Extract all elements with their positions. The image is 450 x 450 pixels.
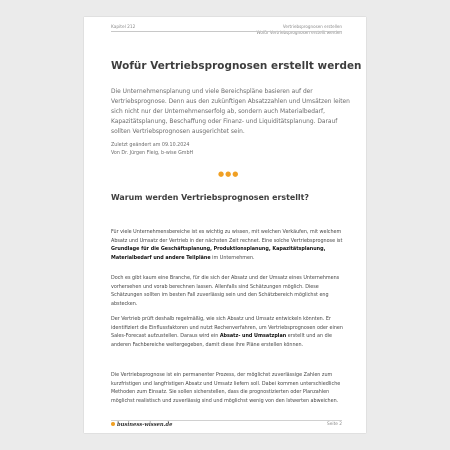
running-header-line1: Vertriebsprognosen erstellen [282,24,342,29]
paragraph-4: Die Vertriebsprognose ist ein permanenter Prozess, der möglichst zuverlässige Zahlen zum kurzfristigen und langfristigen Absatz und Umsatz liefern soll. Dabei kommen unterschiedliche Methoden zum Einsatz. Sie sollen sicherstellen, dass die prognostizierten oder Planzahlen möglichst realistisch und zuverlässig sind und möglichst wenig von den Istwerten abweichen. [111,372,341,404]
paragraph-1-text-b: im Unternehmen. [210,254,255,261]
brand-name: business-wissen.de [117,422,173,428]
intro-paragraph: Die Unternehmensplanung und viele Bereichspläne basieren auf der Vertriebsprognose. Denn aus den zukünftigen Absatzzahlen und Umsätzen leiten sich nicht nur der Unternehmenserfolg ab, sondern auch Materialbedarf, Kapazitätsplanung, Beschaffung oder Finanz- und Liquiditätsplanung. Darauf sollten Vertriebsprognosen ausgerichtet sein. [111,89,350,135]
running-header-line2: Wofür Vertriebsprognosen erstellt werden [256,30,342,36]
article-meta [111,142,193,159]
paragraph-2: Doch es gibt kaum eine Branche, für die sich der Absatz und der Umsatz eines Unternehmens vorhersehen und vorab berechnen lassen. Allenfalls sind Schätzungen möglich. Diese Schätzungen sollten im besten Fall zuverlässig sein und den Schätzbereich möglichst eng abstecken. [111,275,340,307]
header-divider [111,31,342,32]
paragraph-1-bold: Grundlage für die Geschäftsplanung, Produktionsplanung, Kapazitätsplanung, Materialbedarf und andere Teilpläne [111,246,326,261]
paragraph-1-text-a: Für viele Unternehmensbereiche ist es wichtig zu wissen, mit welchen Verkäufen, mit welchem Absatz und Umsatz der Vertrieb in der nächsten Zeit rechnet. Eine solche Vertriebsprognose ist [111,229,343,244]
page-number: Seite 2 [327,422,342,427]
updated-date: Zuletzt geändert am 09.10.2024 [111,143,190,148]
paragraph-3-text-b: erstellt und an die anderen Fachbereiche weitergegeben, damit diese ihre Pläne erstellen können. [111,333,332,348]
footer-divider [111,420,342,421]
section-separator: ●●● [218,170,240,178]
paragraph-3-text-a: Der Vertrieb prüft deshalb regelmäßig, wie sich Absatz und Umsatz entwickeln könnten. Er identifiziert die Einflussfaktoren und nutzt Rechenverfahren, um Vertriebsprognosen oder einen Sales-Forecast aufzustellen. Daraus wird ein [111,316,343,339]
brand-logo-icon [111,422,115,426]
section-heading: Warum werden Vertriebsprognosen erstellt? [111,193,309,202]
chapter-label: Kapitel 212 [111,25,136,30]
paragraph-1 [111,228,346,262]
document-page [84,17,366,433]
paragraph-3-bold: Absatz- und Umsatzplan [219,333,287,339]
page-title: Wofür Vertriebsprognosen erstellt werden [111,60,362,72]
footer-brand [111,422,172,428]
author-line: Von Dr. Jürgen Fleig, b-wise GmbH [111,151,194,157]
paragraph-3 [111,315,346,349]
